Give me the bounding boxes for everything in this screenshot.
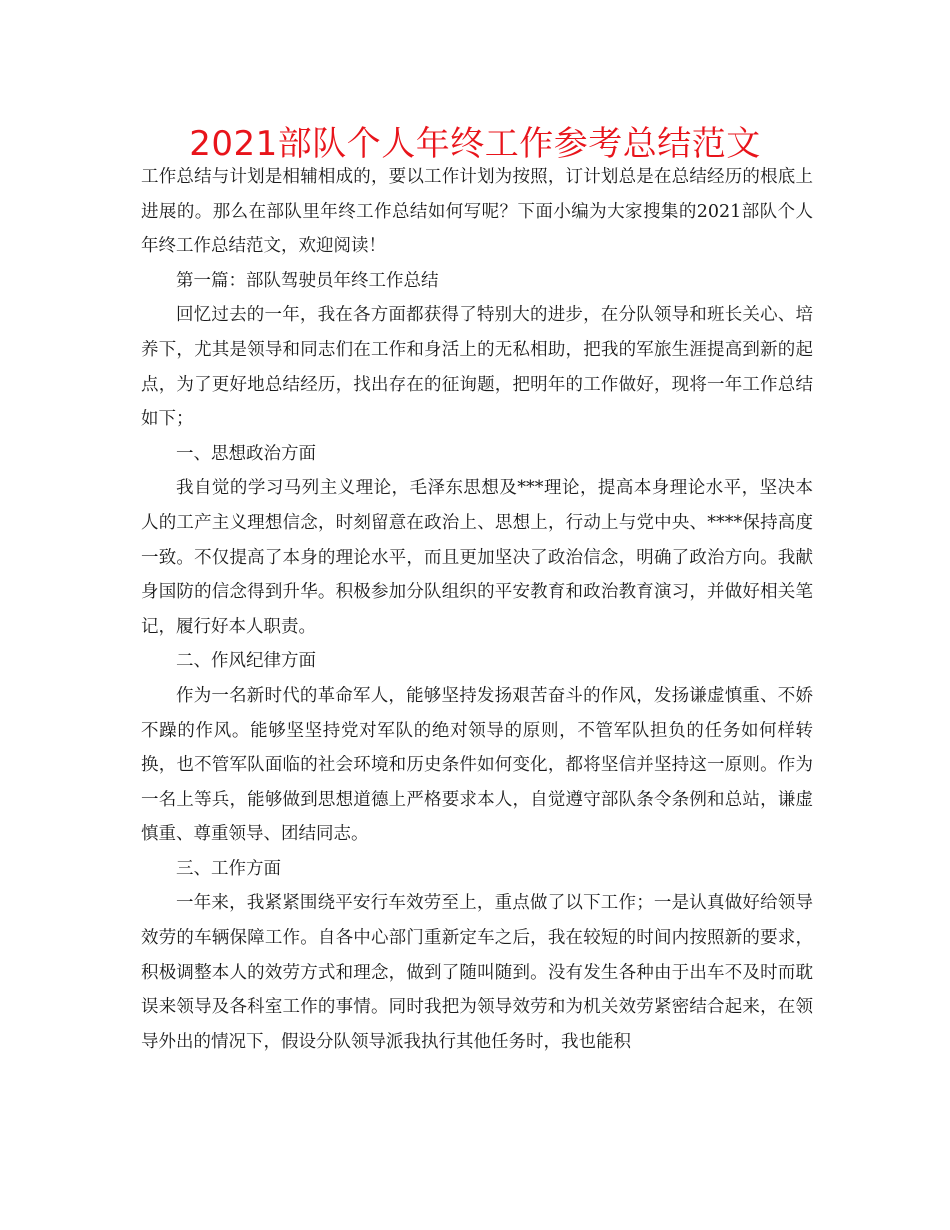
document-body bbox=[141, 160, 813, 1059]
document-title: 2021部队个人年终工作参考总结范文 bbox=[189, 124, 761, 164]
paragraph: 一、思想政治方面 bbox=[176, 443, 316, 464]
paragraph: 一年来，我紧紧围绕平安行车效劳至上，重点做了以下工作；一是认真做好给领导效劳的车辆保障工作。自各中心部门重新定车之后，我在较短的时间内按照新的要求，积极调整本人的效劳方式和理念，做到了随叫随到。没有发生各种由于出车不及时而耽误来领导及各科室工作的事情。同时我把为领导效劳和为机关效劳紧密结合起来，在领导外出的情况下，假设分队领导派我执行其他任务时，我也能积 bbox=[141, 893, 813, 1052]
paragraph: 三、工作方面 bbox=[176, 858, 281, 879]
paragraph: 工作总结与计划是相辅相成的，要以工作计划为按照，订计划总是在总结经历的根底上进展的。那么在部队里年终工作总结如何写呢？下面小编为大家搜集的2021部队个人年终工作总结范文，欢迎阅读！ bbox=[141, 167, 813, 257]
paragraph: 回忆过去的一年，我在各方面都获得了特别大的进步，在分队领导和班长关心、培养下，尤其是领导和同志们在工作和身活上的无私相助，把我的军旅生涯提高到新的起点，为了更好地总结经历，找出存在的征询题，把明年的工作做好，现将一年工作总结如下； bbox=[141, 305, 813, 430]
paragraph: 作为一名新时代的革命军人，能够坚持发扬艰苦奋斗的作风，发扬谦虚慎重、不娇不躁的作风。能够坚坚持党对军队的绝对领导的原则，不管军队担负的任务如何样转换，也不管军队面临的社会环境和历史条件如何变化，都将坚信并坚持这一原则。作为一名上等兵，能够做到思想道德上严格要求本人，自觉遵守部队条令条例和总站，谦虚慎重、尊重领导、团结同志。 bbox=[141, 685, 813, 845]
paragraph: 第一篇：部队驾驶员年终工作总结 bbox=[176, 270, 439, 291]
paragraph: 二、作风纪律方面 bbox=[176, 651, 316, 672]
paragraph: 我自觉的学习马列主义理论，毛泽东思想及***理论，提高本身理论水平，坚决本人的工产主义理想信念，时刻留意在政治上、思想上，行动上与党中央、****保持高度一致。不仅提高了本身的理论水平，而且更加坚决了政治信念，明确了政治方向。我献身国防的信念得到升华。积极参加分队组织的平安教育和政治教育演习，并做好相关笔记，履行好本人职责。 bbox=[141, 478, 813, 637]
